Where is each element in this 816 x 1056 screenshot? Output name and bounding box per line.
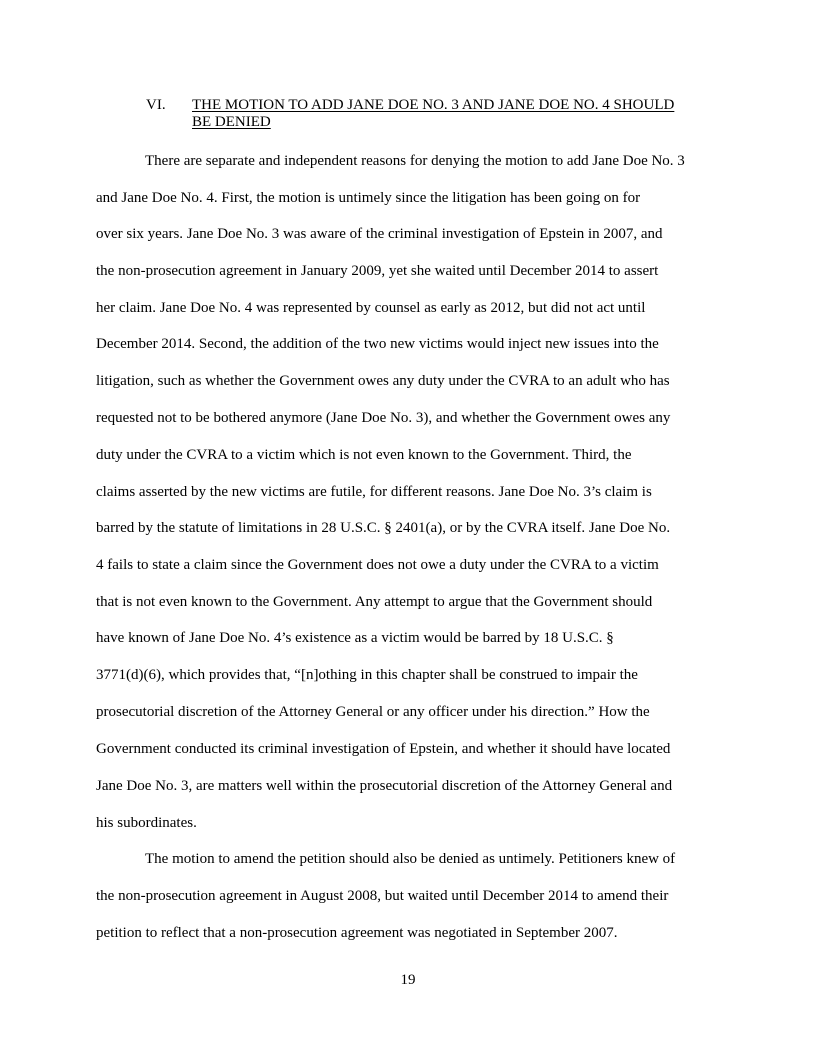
paragraph-line: There are separate and independent reasons for denying the motion to add Jane Doe No. 3 bbox=[145, 153, 685, 169]
page-number: 19 bbox=[400, 972, 416, 988]
section-number: VI. bbox=[146, 97, 166, 113]
section-title bbox=[192, 97, 732, 131]
paragraph-line: 3771(d)(6), which provides that, “[n]othing in this chapter shall be construed to impair the bbox=[96, 667, 638, 683]
paragraph-line: have known of Jane Doe No. 4’s existence as a victim would be barred by 18 U.S.C. § bbox=[96, 630, 614, 646]
paragraph-line: the non-prosecution agreement in August 2008, but waited until December 2014 to amend their bbox=[96, 888, 669, 904]
section-title-line: THE MOTION TO ADD JANE DOE NO. 3 AND JANE DOE NO. 4 SHOULD bbox=[192, 97, 675, 113]
paragraph-line: The motion to amend the petition should also be denied as untimely. Petitioners knew of bbox=[145, 851, 676, 867]
section-title-line: BE DENIED bbox=[192, 114, 271, 130]
paragraph-line: the non-prosecution agreement in January 2009, yet she waited until December 2014 to assert bbox=[96, 263, 659, 279]
paragraph-line: her claim. Jane Doe No. 4 was represented by counsel as early as 2012, but did not act until bbox=[96, 300, 646, 316]
paragraph-line: December 2014. Second, the addition of the two new victims would inject new issues into the bbox=[96, 336, 659, 352]
paragraph-line: his subordinates. bbox=[96, 815, 197, 831]
paragraph-line: that is not even known to the Government. Any attempt to argue that the Government should bbox=[96, 594, 653, 610]
paragraph-line: requested not to be bothered anymore (Jane Doe No. 3), and whether the Government owes any bbox=[96, 410, 671, 426]
paragraph-line: and Jane Doe No. 4. First, the motion is untimely since the litigation has been going on for bbox=[96, 190, 641, 206]
paragraph-line: duty under the CVRA to a victim which is not even known to the Government. Third, the bbox=[96, 447, 632, 463]
paragraph-line: claims asserted by the new victims are futile, for different reasons. Jane Doe No. 3’s claim is bbox=[96, 484, 652, 500]
paragraph-line: litigation, such as whether the Government owes any duty under the CVRA to an adult who has bbox=[96, 373, 670, 389]
paragraph-line: Jane Doe No. 3, are matters well within the prosecutorial discretion of the Attorney General and bbox=[96, 778, 673, 794]
paragraph-line: barred by the statute of limitations in 28 U.S.C. § 2401(a), or by the CVRA itself. Jane Doe No. bbox=[96, 520, 671, 536]
paragraph-line: petition to reflect that a non-prosecution agreement was negotiated in September 2007. bbox=[96, 925, 618, 941]
paragraph-line: Government conducted its criminal investigation of Epstein, and whether it should have located bbox=[96, 741, 671, 757]
paragraph-line: prosecutorial discretion of the Attorney General or any officer under his direction.” How the bbox=[96, 704, 650, 720]
paragraph-line: 4 fails to state a claim since the Government does not owe a duty under the CVRA to a victim bbox=[96, 557, 659, 573]
paragraph-line: over six years. Jane Doe No. 3 was aware of the criminal investigation of Epstein in 2007, and bbox=[96, 226, 663, 242]
